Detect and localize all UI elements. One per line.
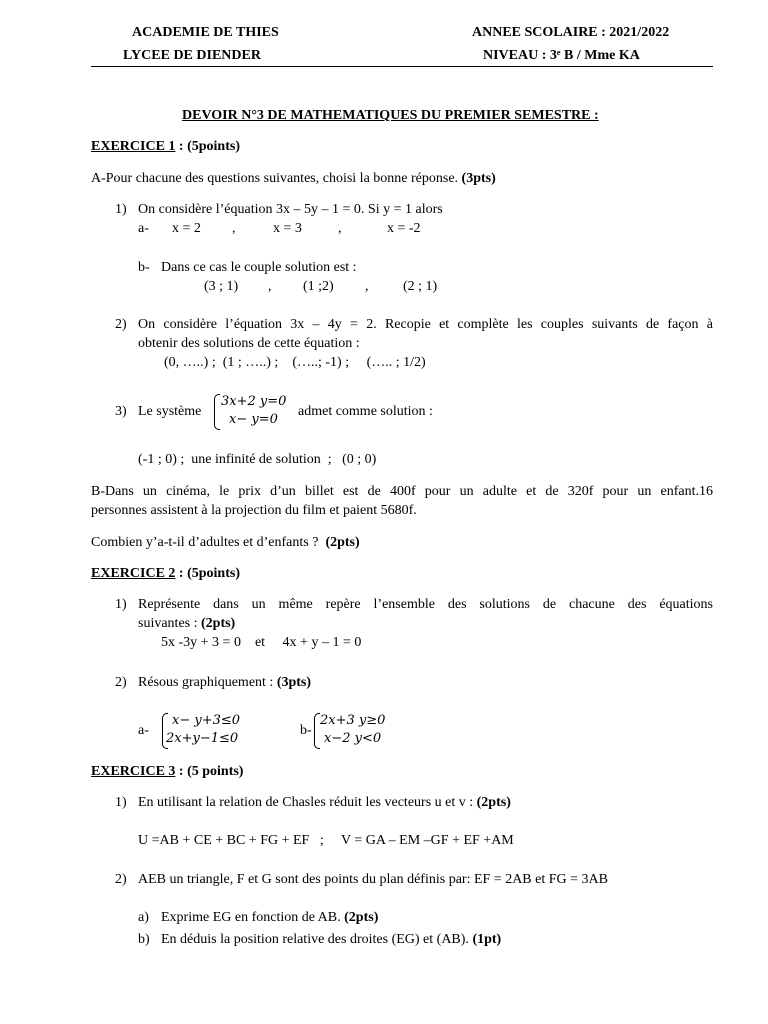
ex2-q2b-equation-2: x−2 y<0 <box>324 731 382 746</box>
exercise-3-points: : (5 points) <box>175 764 244 779</box>
ex3-q2a-points: (2pts) <box>344 910 379 925</box>
ex3-q2b-label: b) <box>138 932 150 947</box>
ex1-q1b-text: Dans ce cas le couple solution est : <box>161 260 357 275</box>
ex2-q2-text: Résous graphiquement : <box>138 675 277 690</box>
ex3-q1-text-wrap <box>138 795 511 811</box>
ex1-q3-number: 3) <box>115 404 127 419</box>
ex1-q1a-option-3: x = -2 <box>387 221 421 236</box>
ex3-q1-text: En utilisant la relation de Chasles réduit les vecteurs u et v : <box>138 795 477 810</box>
ex3-q2b-wrap <box>161 932 501 948</box>
exercise-2-heading <box>91 566 240 582</box>
part-b-question <box>91 535 360 551</box>
ex1-q1a-separator-1: , <box>232 221 236 236</box>
ex1-q3-equation-1: 3x+2 y=0 <box>221 394 287 409</box>
ex1-q1b-option-2: (1 ;2) <box>303 279 334 294</box>
part-a-instruction <box>91 171 496 187</box>
ex1-q2-line-1: On considère l’équation 3x – 4y = 2. Recopie et complète les couples suivants de façon à <box>138 317 713 332</box>
lycee-name: LYCEE DE DIENDER <box>123 48 261 63</box>
ex1-q3-text: Le système <box>138 404 202 419</box>
ex1-q3-after-text: admet comme solution : <box>298 404 433 419</box>
ex1-q1b-separator-2: , <box>365 279 369 294</box>
exercise-2-title: EXERCICE 2 <box>91 566 176 581</box>
ex1-q1-text: On considère l’équation 3x – 5y – 1 = 0. Si y = 1 alors <box>138 202 443 217</box>
exercise-2-colon: : <box>175 566 188 581</box>
ex3-q1-vectors: U =AB + CE + BC + FG + EF ; V = GA – EM –GF + EF +AM <box>138 833 514 848</box>
ex1-q1b-option-1: (3 ; 1) <box>204 279 239 294</box>
exercise-2-points: (5points) <box>187 566 240 581</box>
ex2-q1-line-2-text: suivantes : <box>138 616 201 631</box>
header-divider <box>91 66 713 67</box>
ex1-q1-number: 1) <box>115 202 127 217</box>
ex1-q2-number: 2) <box>115 317 127 332</box>
ex2-q2-text-wrap <box>138 675 311 691</box>
ex3-q2-text: AEB un triangle, F et G sont des points du plan définis par: EF = 2AB et FG = 3AB <box>138 872 608 887</box>
ex3-q1-number: 1) <box>115 795 127 810</box>
part-b-question-text: Combien y’a-t-il d’adultes et d’enfants ? <box>91 535 326 550</box>
ex1-q1a-separator-2: , <box>338 221 342 236</box>
ex2-q2b-label: b- <box>300 723 312 738</box>
page-title: DEVOIR N°3 DE MATHEMATIQUES DU PREMIER SEMESTRE : <box>182 108 599 123</box>
ex1-q3-options: (-1 ; 0) ; une infinité de solution ; (0 ; 0) <box>138 452 377 467</box>
ex3-q2-number: 2) <box>115 872 127 887</box>
ex3-q2a-label: a) <box>138 910 149 925</box>
ex1-q1a-label: a- <box>138 221 149 236</box>
ex1-q3-equation-2: x− y=0 <box>229 412 278 427</box>
exercise-1-colon: : <box>175 139 188 154</box>
ex1-q1a-option-2: x = 3 <box>273 221 302 236</box>
part-b-line-1: B-Dans un cinéma, le prix d’un billet est de 400f pour un adulte et de 320f pour un enfant.16 <box>91 484 713 499</box>
exercise-1-heading <box>91 139 240 155</box>
part-a-text: A-Pour chacune des questions suivantes, choisi la bonne réponse. <box>91 171 462 186</box>
ex3-q2b-points: (1pt) <box>472 932 502 947</box>
ex2-q1-number: 1) <box>115 597 127 612</box>
ex1-q1b-separator-1: , <box>268 279 272 294</box>
ex1-q2-line-2: obtenir des solutions de cette équation : <box>138 336 360 351</box>
exercise-1-title: EXERCICE 1 <box>91 139 176 154</box>
ex2-q1-equations: 5x -3y + 3 = 0 et 4x + y – 1 = 0 <box>161 635 362 650</box>
part-a-points: (3pts) <box>461 171 496 186</box>
ex1-q3-system-brace <box>214 394 220 430</box>
ex1-q2-couples: (0, …..) ; (1 ; …..) ; (…..; -1) ; (….. ; 1/2) <box>164 355 426 370</box>
ex2-q2a-label: a- <box>138 723 149 738</box>
ex3-q2b-text: En déduis la position relative des droites (EG) et (AB). <box>161 932 473 947</box>
level-teacher: NIVEAU : 3ᵉ B / Mme KA <box>483 48 640 63</box>
ex2-q2a-equation-2: 2x+y−1≤0 <box>166 731 239 746</box>
exercise-1-points: (5points) <box>187 139 240 154</box>
ex2-q2a-equation-1: x− y+3≤0 <box>172 713 241 728</box>
ex1-q1b-option-3: (2 ; 1) <box>403 279 438 294</box>
ex2-q1-line-1: Représente dans un même repère l’ensemble des solutions de chacune des équations <box>138 597 713 612</box>
ex2-q2-number: 2) <box>115 675 127 690</box>
ex2-q1-points: (2pts) <box>201 616 236 631</box>
exercise-3-heading <box>91 764 243 780</box>
academy-name: ACADEMIE DE THIES <box>132 25 279 40</box>
ex3-q2a-text: Exprime EG en fonction de AB. <box>161 910 345 925</box>
school-year: ANNEE SCOLAIRE : 2021/2022 <box>472 25 670 40</box>
ex2-q1-line-2 <box>138 616 235 632</box>
ex2-q2-points: (3pts) <box>276 675 312 690</box>
part-b-line-2: personnes assistent à la projection du film et paient 5680f. <box>91 503 417 518</box>
exercise-3-title: EXERCICE 3 <box>91 764 176 779</box>
ex3-q2a-wrap <box>161 910 378 926</box>
ex3-q1-points: (2pts) <box>476 795 511 810</box>
ex1-q1b-label: b- <box>138 260 150 275</box>
ex2-q2b-equation-1: 2x+3 y≥0 <box>320 713 386 728</box>
part-b-points: (2pts) <box>325 535 360 550</box>
ex1-q1a-option-1: x = 2 <box>172 221 201 236</box>
